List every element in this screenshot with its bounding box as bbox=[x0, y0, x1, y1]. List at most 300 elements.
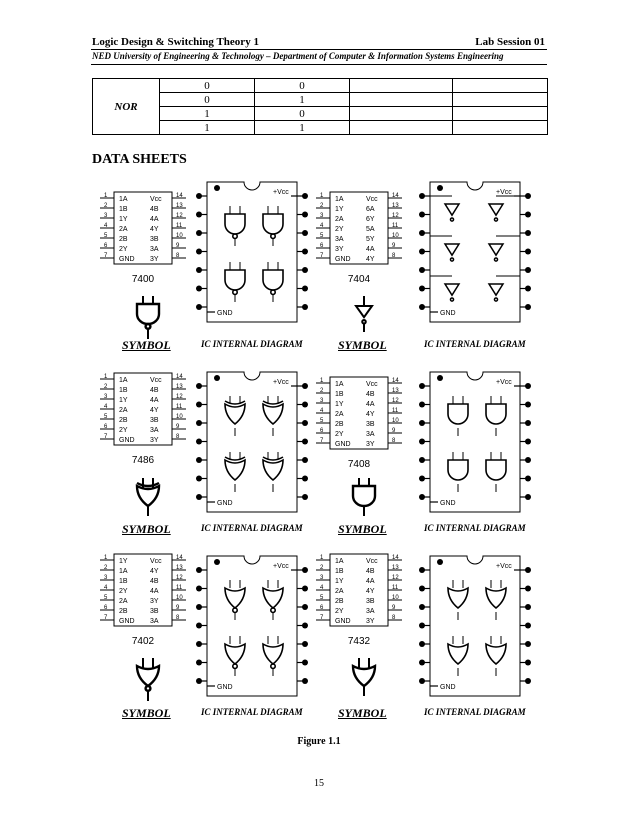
gate-bubble bbox=[233, 290, 237, 294]
pin-number: 14 bbox=[392, 555, 399, 561]
inverter-icon bbox=[489, 284, 503, 301]
symbol-label: SYMBOL bbox=[338, 338, 387, 352]
vcc-label: +Vcc bbox=[496, 379, 512, 386]
gate-body bbox=[263, 588, 283, 608]
pin-label: Vcc bbox=[150, 377, 162, 384]
pin-number: 7 bbox=[104, 615, 108, 621]
pin-number: 6 bbox=[320, 428, 324, 434]
pin-label: 2B bbox=[335, 421, 344, 428]
pin-number: 3 bbox=[320, 398, 324, 404]
gnd-label: GND bbox=[440, 500, 456, 507]
ic-internal-diagram bbox=[419, 556, 531, 696]
gate-body bbox=[225, 588, 245, 608]
pin-label: 4Y bbox=[150, 568, 159, 575]
pinout-diagram bbox=[100, 554, 186, 647]
pin-number: 3 bbox=[104, 575, 108, 581]
pin-label: 1B bbox=[119, 578, 128, 585]
truth-cell: 1 bbox=[160, 107, 255, 121]
logic-gate-icon bbox=[448, 404, 468, 424]
pin-label: 4Y bbox=[366, 411, 375, 418]
gate-bubble bbox=[450, 258, 453, 261]
pin-label: Vcc bbox=[150, 196, 162, 203]
pin-number: 12 bbox=[176, 575, 183, 581]
pin-label: 1A bbox=[119, 377, 128, 384]
pin-label: 3B bbox=[150, 608, 159, 615]
pin-label: 1B bbox=[335, 568, 344, 575]
part-number: 7404 bbox=[347, 274, 371, 285]
gate-body bbox=[137, 666, 159, 686]
logic-gate-icon bbox=[225, 457, 245, 480]
truth-cell: 1 bbox=[255, 93, 350, 107]
inverter-icon bbox=[489, 244, 503, 261]
pin-label: 4Y bbox=[150, 407, 159, 414]
pin-number: 9 bbox=[392, 605, 396, 611]
logic-gate-icon bbox=[263, 214, 283, 238]
gate-body bbox=[489, 284, 503, 295]
internal-diagram-label: IC INTERNAL DIAGRAM bbox=[424, 707, 526, 717]
gnd-label: GND bbox=[217, 500, 233, 507]
pin-label: 3Y bbox=[366, 618, 375, 625]
gate-body bbox=[448, 644, 468, 664]
gate-bubble bbox=[494, 298, 497, 301]
internal-diagram-label: IC INTERNAL DIAGRAM bbox=[201, 339, 303, 349]
pin-label: GND bbox=[119, 618, 135, 625]
gate-bubble bbox=[271, 290, 275, 294]
pin-label: Vcc bbox=[366, 558, 378, 565]
gate-xor-curve bbox=[137, 483, 159, 486]
pin-label: 4B bbox=[150, 206, 159, 213]
gate-body bbox=[486, 404, 506, 424]
pin-label: 4A bbox=[150, 588, 159, 595]
pin-number: 7 bbox=[104, 253, 108, 259]
pin-number: 13 bbox=[392, 203, 399, 209]
gnd-label: GND bbox=[217, 310, 233, 317]
logic-gate-icon bbox=[448, 460, 468, 480]
pin-number: 12 bbox=[392, 398, 399, 404]
inverter-icon bbox=[489, 204, 503, 221]
pin-number: 11 bbox=[176, 404, 183, 410]
logic-gate-icon bbox=[263, 457, 283, 480]
logic-gate-icon bbox=[448, 588, 468, 608]
gate-bubble bbox=[494, 218, 497, 221]
pin-number: 9 bbox=[392, 243, 396, 249]
truth-cell: 0 bbox=[255, 107, 350, 121]
pin-number: 12 bbox=[176, 213, 183, 219]
logic-gate-icon bbox=[225, 588, 245, 612]
pin-number: 4 bbox=[320, 223, 324, 229]
pin1-marker bbox=[214, 559, 220, 565]
pin-label: 2B bbox=[119, 236, 128, 243]
pin1-marker bbox=[437, 375, 443, 381]
logic-gate-icon bbox=[448, 644, 468, 664]
pin-label: 3Y bbox=[366, 441, 375, 448]
pin-number: 5 bbox=[104, 595, 108, 601]
pin-number: 9 bbox=[176, 424, 180, 430]
gate-body bbox=[263, 644, 283, 664]
logic-gate-icon bbox=[486, 644, 506, 664]
pin-label: 2Y bbox=[119, 427, 128, 434]
pin-number: 4 bbox=[104, 404, 108, 410]
vcc-label: +Vcc bbox=[273, 189, 289, 196]
truth-table-label: NOR bbox=[93, 79, 160, 135]
pin-label: 4B bbox=[366, 568, 375, 575]
pin-number: 12 bbox=[392, 213, 399, 219]
pin1-marker bbox=[214, 375, 220, 381]
gnd-label: GND bbox=[217, 684, 233, 691]
pin-number: 10 bbox=[176, 595, 183, 601]
pin-number: 14 bbox=[176, 374, 183, 380]
pin-label: 1Y bbox=[119, 397, 128, 404]
pin-label: 1Y bbox=[335, 578, 344, 585]
pin-label: 2Y bbox=[119, 588, 128, 595]
gate-body bbox=[486, 460, 506, 480]
gate-body bbox=[489, 244, 503, 255]
pin-label: GND bbox=[335, 618, 351, 625]
gate-body bbox=[448, 460, 468, 480]
pin1-marker bbox=[437, 185, 443, 191]
pinout-diagram bbox=[316, 554, 402, 647]
pin-number: 6 bbox=[320, 605, 324, 611]
gnd-label: GND bbox=[440, 310, 456, 317]
pinout-diagram bbox=[316, 192, 402, 285]
pin-number: 8 bbox=[176, 434, 180, 440]
pin-number: 3 bbox=[104, 213, 108, 219]
pin-label: 1Y bbox=[119, 558, 128, 565]
pin-number: 3 bbox=[320, 213, 324, 219]
pin-number: 5 bbox=[320, 595, 324, 601]
pin-label: 1A bbox=[119, 568, 128, 575]
pin-number: 13 bbox=[176, 384, 183, 390]
pin-number: 1 bbox=[320, 193, 324, 199]
pin-number: 5 bbox=[320, 418, 324, 424]
gate-body bbox=[489, 204, 503, 215]
pin-label: 2Y bbox=[119, 246, 128, 253]
gnd-label: GND bbox=[440, 684, 456, 691]
pin-number: 13 bbox=[176, 565, 183, 571]
pin-label: 2A bbox=[335, 216, 344, 223]
truth-cell: 0 bbox=[160, 79, 255, 93]
pin-label: 1A bbox=[119, 196, 128, 203]
pin-number: 12 bbox=[176, 394, 183, 400]
pin-number: 2 bbox=[104, 384, 108, 390]
ic-package-outline bbox=[430, 372, 520, 512]
part-number: 7432 bbox=[347, 636, 371, 647]
pin-label: 2A bbox=[335, 588, 344, 595]
truth-cell: 0 bbox=[160, 93, 255, 107]
pin-number: 4 bbox=[104, 223, 108, 229]
pin-label: 1Y bbox=[119, 216, 128, 223]
gate-body bbox=[225, 214, 245, 234]
gate-body bbox=[225, 644, 245, 664]
pin-label: 2A bbox=[119, 598, 128, 605]
pin-number: 6 bbox=[104, 424, 108, 430]
pin-label: 4Y bbox=[366, 588, 375, 595]
part-number: 7486 bbox=[131, 455, 155, 466]
pin-number: 11 bbox=[392, 223, 399, 229]
pin-label: 1Y bbox=[335, 401, 344, 408]
gate-body bbox=[263, 404, 283, 424]
ic-internal-diagram bbox=[419, 372, 531, 512]
pin-number: 10 bbox=[392, 595, 399, 601]
gate-bubble bbox=[146, 324, 151, 329]
inverter-icon bbox=[445, 204, 459, 221]
pin-label: 3A bbox=[335, 236, 344, 243]
inverter-icon bbox=[445, 244, 459, 261]
gate-body bbox=[445, 204, 459, 215]
gate-body bbox=[225, 404, 245, 424]
gate-body bbox=[225, 270, 245, 290]
pin-number: 14 bbox=[176, 193, 183, 199]
pin-number: 9 bbox=[176, 243, 180, 249]
pin-number: 3 bbox=[104, 394, 108, 400]
logic-gate-icon bbox=[263, 401, 283, 424]
pin-label: 4Y bbox=[366, 256, 375, 263]
logic-gate-icon bbox=[263, 270, 283, 294]
pin-label: 3A bbox=[150, 618, 159, 625]
pin-label: GND bbox=[335, 256, 351, 263]
pin-number: 10 bbox=[176, 233, 183, 239]
pin-label: 6A bbox=[366, 206, 375, 213]
symbol-label: SYMBOL bbox=[122, 706, 171, 720]
pin-label: GND bbox=[335, 441, 351, 448]
pin-number: 1 bbox=[320, 378, 324, 384]
pin-number: 8 bbox=[392, 615, 396, 621]
pin-number: 14 bbox=[392, 378, 399, 384]
pin-number: 3 bbox=[320, 575, 324, 581]
logic-gate-icon bbox=[225, 644, 245, 668]
pin-label: Vcc bbox=[150, 558, 162, 565]
gate-bubble bbox=[450, 298, 453, 301]
pin-label: 2Y bbox=[335, 431, 344, 438]
gate-body bbox=[353, 486, 375, 506]
gate-xor-curve bbox=[225, 457, 245, 460]
gate-bubble bbox=[146, 686, 151, 691]
pin-label: 3B bbox=[150, 236, 159, 243]
pin-number: 7 bbox=[104, 434, 108, 440]
pin-number: 5 bbox=[104, 414, 108, 420]
figure-caption: Figure 1.1 bbox=[297, 736, 341, 747]
gate-bubble bbox=[233, 234, 237, 238]
part-number: 7408 bbox=[347, 459, 371, 470]
logic-gate-icon bbox=[225, 214, 245, 238]
pin-label: 4A bbox=[150, 397, 159, 404]
gate-body bbox=[353, 666, 375, 686]
symbol-label: SYMBOL bbox=[122, 338, 171, 352]
pin-number: 4 bbox=[320, 585, 324, 591]
internal-diagram-label: IC INTERNAL DIAGRAM bbox=[424, 523, 526, 533]
pin1-marker bbox=[437, 559, 443, 565]
gate-body bbox=[448, 588, 468, 608]
logic-gate-icon bbox=[486, 404, 506, 424]
gate-body bbox=[486, 588, 506, 608]
gate-body bbox=[263, 270, 283, 290]
pin-number: 2 bbox=[104, 203, 108, 209]
pin-number: 11 bbox=[176, 223, 183, 229]
pin-label: 4A bbox=[366, 246, 375, 253]
pin-label: 2B bbox=[119, 417, 128, 424]
gate-symbol-icon bbox=[137, 296, 159, 339]
pinout-diagram bbox=[100, 373, 186, 466]
pin-label: 2B bbox=[119, 608, 128, 615]
gate-body bbox=[137, 486, 159, 506]
logic-gate-icon bbox=[486, 460, 506, 480]
pin-label: 4B bbox=[366, 391, 375, 398]
ic-package-outline bbox=[207, 556, 297, 696]
vcc-label: +Vcc bbox=[496, 189, 512, 196]
gate-xor-curve bbox=[225, 401, 245, 404]
pin-label: 4A bbox=[150, 216, 159, 223]
gate-bubble bbox=[233, 664, 237, 668]
pin-label: 3Y bbox=[150, 437, 159, 444]
gate-bubble bbox=[362, 320, 366, 324]
ic-internal-diagram bbox=[196, 372, 308, 512]
pin-label: 1A bbox=[335, 381, 344, 388]
gate-symbol-icon bbox=[353, 478, 375, 516]
pin-label: Vcc bbox=[366, 196, 378, 203]
gate-symbol-icon bbox=[353, 658, 375, 696]
pin-label: 3A bbox=[150, 427, 159, 434]
pin1-marker bbox=[214, 185, 220, 191]
pin-label: Vcc bbox=[366, 381, 378, 388]
pin-label: 1A bbox=[335, 558, 344, 565]
header-session: Lab Session 01 bbox=[475, 36, 545, 48]
pin-label: 5Y bbox=[366, 236, 375, 243]
pin-label: 1B bbox=[119, 387, 128, 394]
logic-gate-icon bbox=[225, 270, 245, 294]
pin-number: 7 bbox=[320, 615, 324, 621]
pin-label: 2B bbox=[335, 598, 344, 605]
ic-internal-diagram bbox=[196, 556, 308, 696]
pin-label: 3A bbox=[150, 246, 159, 253]
pin-number: 6 bbox=[320, 243, 324, 249]
pin-label: 4B bbox=[150, 387, 159, 394]
pin-number: 9 bbox=[176, 605, 180, 611]
gate-body bbox=[448, 404, 468, 424]
pin-number: 8 bbox=[392, 438, 396, 444]
pin-number: 5 bbox=[104, 233, 108, 239]
pinout-diagram bbox=[100, 192, 186, 285]
gate-body bbox=[486, 644, 506, 664]
pin-label: 2A bbox=[119, 226, 128, 233]
pin-number: 11 bbox=[392, 585, 399, 591]
pin-number: 2 bbox=[104, 565, 108, 571]
pin-label: 3A bbox=[366, 431, 375, 438]
vcc-label: +Vcc bbox=[273, 563, 289, 570]
internal-diagram-label: IC INTERNAL DIAGRAM bbox=[201, 523, 303, 533]
ic-package-outline bbox=[430, 556, 520, 696]
gate-body bbox=[137, 304, 159, 324]
gate-symbol-icon bbox=[137, 658, 159, 701]
pin-number: 2 bbox=[320, 203, 324, 209]
pin-number: 8 bbox=[392, 253, 396, 259]
gate-bubble bbox=[271, 664, 275, 668]
header-subtitle: NED University of Engineering & Technology – Department of Computer & Information Systems Engineering bbox=[92, 51, 504, 61]
pin-label: 2Y bbox=[335, 226, 344, 233]
gate-bubble bbox=[271, 608, 275, 612]
pin-number: 8 bbox=[176, 253, 180, 259]
part-number: 7400 bbox=[131, 274, 155, 285]
pin-label: 4B bbox=[150, 578, 159, 585]
section-title: DATA SHEETS bbox=[92, 152, 187, 167]
ic-package-outline bbox=[207, 182, 297, 322]
gate-bubble bbox=[271, 234, 275, 238]
pin-label: 4A bbox=[366, 578, 375, 585]
pin-label: 3Y bbox=[150, 598, 159, 605]
pin-number: 2 bbox=[320, 388, 324, 394]
gate-body bbox=[356, 306, 372, 317]
symbol-label: SYMBOL bbox=[122, 522, 171, 536]
pin-number: 13 bbox=[392, 565, 399, 571]
gate-bubble bbox=[233, 608, 237, 612]
gate-xor-curve bbox=[263, 457, 283, 460]
pin-number: 11 bbox=[392, 408, 399, 414]
pin-label: 1Y bbox=[335, 206, 344, 213]
pin-label: 4A bbox=[366, 401, 375, 408]
pin-number: 4 bbox=[320, 408, 324, 414]
gate-symbol-icon bbox=[356, 296, 372, 332]
pin-number: 5 bbox=[320, 233, 324, 239]
pinout-diagram bbox=[316, 377, 402, 470]
page-number: 15 bbox=[314, 778, 324, 789]
pin-label: 3Y bbox=[150, 256, 159, 263]
pin-number: 11 bbox=[176, 585, 183, 591]
pin-label: 1A bbox=[335, 196, 344, 203]
header-title: Logic Design & Switching Theory 1 bbox=[92, 36, 259, 48]
truth-cell: 1 bbox=[160, 121, 255, 135]
ic-package-outline bbox=[207, 372, 297, 512]
pin-label: 4Y bbox=[150, 226, 159, 233]
pin-label: GND bbox=[119, 437, 135, 444]
pin-number: 13 bbox=[392, 388, 399, 394]
pin-label: 3B bbox=[150, 417, 159, 424]
ic-package-outline bbox=[430, 182, 520, 322]
logic-gate-icon bbox=[225, 401, 245, 424]
pin-label: 5A bbox=[366, 226, 375, 233]
pin-number: 4 bbox=[104, 585, 108, 591]
gate-xor-curve bbox=[263, 401, 283, 404]
pin-label: 2A bbox=[335, 411, 344, 418]
pin-number: 7 bbox=[320, 253, 324, 259]
gate-body bbox=[263, 214, 283, 234]
gate-symbol-icon bbox=[137, 478, 159, 516]
pin-number: 10 bbox=[392, 418, 399, 424]
pin-number: 10 bbox=[392, 233, 399, 239]
pin-label: 3A bbox=[366, 608, 375, 615]
pin-label: 6Y bbox=[366, 216, 375, 223]
inverter-icon bbox=[445, 284, 459, 301]
pin-number: 6 bbox=[104, 605, 108, 611]
logic-gate-icon bbox=[486, 588, 506, 608]
symbol-label: SYMBOL bbox=[338, 522, 387, 536]
symbol-label: SYMBOL bbox=[338, 706, 387, 720]
internal-diagram-label: IC INTERNAL DIAGRAM bbox=[201, 707, 303, 717]
pin-label: 2Y bbox=[335, 608, 344, 615]
vcc-label: +Vcc bbox=[496, 563, 512, 570]
pin-label: 2A bbox=[119, 407, 128, 414]
pin-number: 8 bbox=[176, 615, 180, 621]
pin-number: 7 bbox=[320, 438, 324, 444]
pin-number: 6 bbox=[104, 243, 108, 249]
pin-label: 1B bbox=[119, 206, 128, 213]
pin-number: 1 bbox=[104, 193, 108, 199]
ic-internal-diagram bbox=[196, 182, 308, 322]
pin-number: 10 bbox=[176, 414, 183, 420]
truth-cell: 1 bbox=[255, 121, 350, 135]
ic-internal-diagram bbox=[419, 182, 531, 322]
pin-number: 1 bbox=[104, 555, 108, 561]
pin-label: 3B bbox=[366, 421, 375, 428]
logic-gate-icon bbox=[263, 644, 283, 668]
